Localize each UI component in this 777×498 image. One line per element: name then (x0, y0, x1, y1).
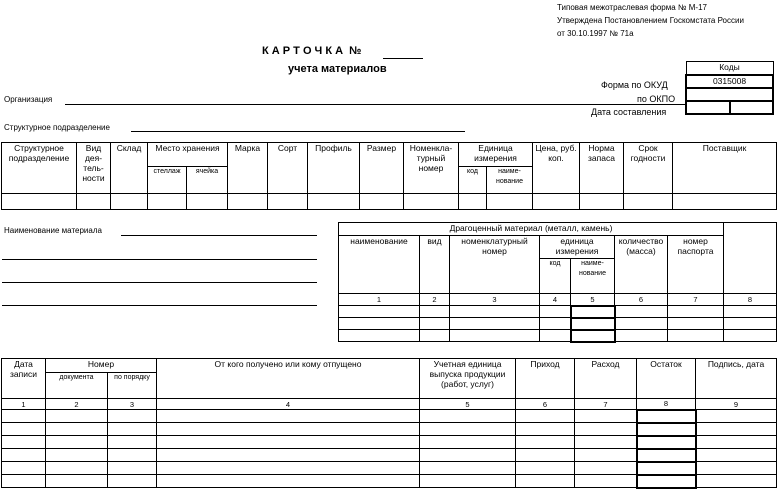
col-item-number: Номенкла-турный номер (404, 143, 459, 194)
date-cell-b[interactable] (730, 101, 774, 114)
movement-num: 4 (157, 399, 420, 410)
organization-field[interactable] (65, 104, 685, 105)
col-profile: Профиль (308, 143, 360, 194)
okud-label: Форма по ОКУД (601, 80, 668, 90)
organization-label: Организация (4, 95, 53, 104)
movement-num: 6 (516, 399, 575, 410)
movement-num: 5 (420, 399, 516, 410)
date-label: Дата составления (591, 107, 667, 117)
movement-num: 1 (2, 399, 46, 410)
movements-table (1, 358, 777, 489)
col-income: Приход (516, 359, 575, 399)
material-name-line-4[interactable] (2, 305, 317, 306)
col-unit-output: Учетная единица выпуска продукции (работ, услуг) (420, 359, 516, 399)
material-name-line-2[interactable] (2, 259, 317, 260)
precious-num: 6 (615, 294, 668, 306)
col-shelf-life: Срок годности (624, 143, 673, 194)
precious-num: 5 (571, 294, 615, 306)
col-cell: ячейка (187, 167, 228, 194)
material-info-table (1, 142, 777, 210)
okpo-code[interactable] (686, 88, 773, 101)
precious-num: 2 (420, 294, 450, 306)
col-expense: Расход (575, 359, 637, 399)
precious-col-kind: вид (420, 236, 450, 294)
col-balance: Остаток (637, 359, 696, 399)
division-field[interactable] (131, 131, 465, 132)
col-number: Номер (46, 359, 157, 373)
col-rack: стеллаж (148, 167, 187, 194)
col-grade: Сорт (268, 143, 308, 194)
table-row[interactable] (2, 462, 777, 475)
form-type-line: Типовая межотраслевая форма № М-17 (557, 3, 707, 12)
material-name-field[interactable] (121, 235, 317, 236)
col-stock-norm: Норма запаса (580, 143, 624, 194)
col-unit-name: наиме-нование (487, 167, 533, 194)
precious-col-unit-code: код (540, 259, 571, 294)
table-row[interactable] (2, 449, 777, 462)
precious-col-unit: единица измерения (540, 236, 615, 259)
precious-num: 7 (668, 294, 724, 306)
precious-col-quantity: количество (масса) (615, 236, 668, 294)
card-title: К А Р Т О Ч К А № (262, 45, 362, 57)
division-label: Структурное подразделение (4, 123, 110, 132)
precious-num: 8 (724, 294, 777, 306)
precious-group-header: Драгоценный материал (металл, камень) (339, 223, 724, 236)
precious-material-table (338, 222, 777, 343)
precious-col-8 (724, 223, 777, 294)
precious-num: 1 (339, 294, 420, 306)
col-date: Дата записи (2, 359, 46, 399)
codes-title: Коды (686, 62, 773, 75)
table-row[interactable] (339, 330, 777, 342)
col-price: Цена, руб. коп. (533, 143, 580, 194)
form-approval-line: Утверждена Постановлением Госкомстата России (557, 16, 744, 25)
col-document: документа (46, 373, 108, 399)
col-brand: Марка (228, 143, 268, 194)
table-row[interactable] (339, 318, 777, 330)
precious-col-unit-name: наиме-нование (571, 259, 615, 294)
material-name-label: Наименование материала (4, 226, 102, 235)
col-from-to: От кого получено или кому отпущено (157, 359, 420, 399)
col-warehouse: Склад (111, 143, 148, 194)
movement-num: 9 (696, 399, 777, 410)
movement-num: 8 (637, 399, 696, 410)
codes-table (685, 61, 774, 115)
col-supplier: Поставщик (673, 143, 777, 194)
table-row[interactable] (2, 410, 777, 423)
col-kind: Вид дея-тель-ности (77, 143, 111, 194)
precious-num: 3 (450, 294, 540, 306)
precious-col-passport: номер паспорта (668, 236, 724, 294)
precious-col-item-number: номенклатурный номер (450, 236, 540, 294)
col-unit: Единица измерения (459, 143, 533, 167)
precious-col-name: наименование (339, 236, 420, 294)
card-subtitle: учета материалов (288, 63, 387, 75)
table-row[interactable] (2, 423, 777, 436)
movement-num: 3 (108, 399, 157, 410)
material-name-line-3[interactable] (2, 282, 317, 283)
okpo-label: по ОКПО (637, 94, 676, 104)
col-unit-code: код (459, 167, 487, 194)
movement-num: 2 (46, 399, 108, 410)
col-signature: Подпись, дата (696, 359, 777, 399)
card-number-field[interactable] (383, 58, 423, 59)
col-struct: Структурное подразделение (2, 143, 77, 194)
table-row[interactable] (339, 306, 777, 318)
date-cell-a[interactable] (686, 101, 730, 114)
form-date-line: от 30.10.1997 № 71а (557, 29, 634, 38)
table-row[interactable] (2, 475, 777, 488)
col-by-order: по порядку (108, 373, 157, 399)
precious-num: 4 (540, 294, 571, 306)
okud-code[interactable]: 0315008 (686, 75, 773, 88)
table-row[interactable] (2, 436, 777, 449)
table-row[interactable] (2, 194, 777, 210)
col-size: Размер (360, 143, 404, 194)
movement-num: 7 (575, 399, 637, 410)
col-storage: Место хранения (148, 143, 228, 167)
